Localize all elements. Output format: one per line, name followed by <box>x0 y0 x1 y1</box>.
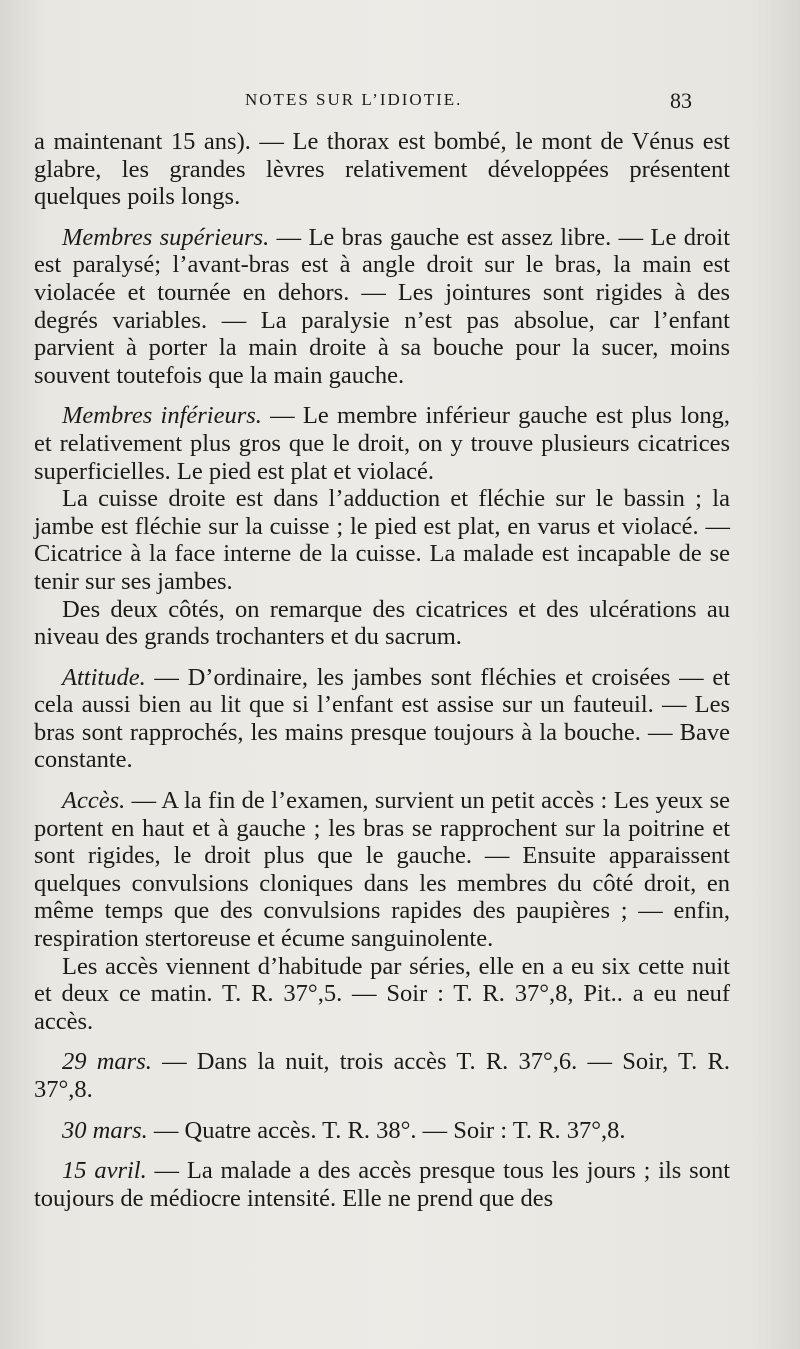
body-text <box>34 128 730 1212</box>
paragraph-text: — A la fin de l’examen, survient un petit accès : Les yeux se portent en haut et à gauche ; les bras se rapprochent sur la poitrine et sont rigides, le droit plus que le gauche. — Ensuite apparaissent quelques convulsions cloniques dans les membres du côté droit, en même temps que des convulsions rapides des paupières ; — enfin, respiration stertoreuse et écume sanguinolente. <box>34 787 730 953</box>
page-header <box>0 88 800 118</box>
paragraph-membres-superieurs <box>34 224 730 390</box>
page-number: 83 <box>670 88 692 113</box>
paragraph-30-mars <box>34 1117 730 1145</box>
paragraph-text: La cuisse droite est dans l’adduction et fléchie sur le bassin ; la jambe est fléchie sur la cuisse ; le pied est plat, en varus et violacé. — Cicatrice à la face interne de la cuisse. La malade est incapable de se tenir sur ses jambes. <box>34 485 730 595</box>
paragraph-text: Les accès viennent d’habitude par séries, elle en a eu six cette nuit et deux ce matin. T. R. 37°,5. — Soir : T. R. 37°,8, Pit.. a eu neuf accès. <box>34 952 730 1035</box>
paragraph-text: — Le bras gauche est assez libre. — Le droit est paralysé; l’avant-bras est à angle droit sur le bras, la main est violacée et tournée en dehors. — Les jointures sont rigides à des degrés variables. — La paralysie n’est pas absolue, car l’enfant parvient à porter la main droite à sa bouche pour la sucer, moins souvent toutefois que la main gauche. <box>34 223 730 389</box>
paragraph-text: — La malade a des accès presque tous les jours ; ils sont toujours de médiocre intensité. Elle ne prend que des <box>34 1157 730 1212</box>
paragraph-acces <box>34 787 730 953</box>
paragraph-series <box>34 953 730 1036</box>
paragraph-text: — Quatre accès. T. R. 38°. — Soir : T. R. 37°,8. <box>147 1116 626 1144</box>
date-heading: 15 avril. <box>62 1157 147 1185</box>
paragraph-text: — D’ordinaire, les jambes sont fléchies et croisées — et cela aussi bien au lit que si l’enfant est assise sur un fauteuil. — Les bras sont rapprochés, les mains presque toujours à la bouche. — Bave constante. <box>34 663 730 774</box>
paragraph-cuisse-droite <box>34 485 730 595</box>
paragraph-text: — Le membre inférieur gauche est plus long, et relativement plus gros que le droit, on y trouve plusieurs cicatrices superficielles. Le pied est plat et violacé. <box>34 402 730 485</box>
paragraph-membres-inferieurs <box>34 402 730 485</box>
paragraph-attitude <box>34 664 730 774</box>
paragraph-continuation <box>34 128 730 211</box>
running-head: NOTES SUR L’IDIOTIE. <box>245 90 463 109</box>
paragraph-deux-cotes <box>34 596 730 651</box>
paragraph-15-avril <box>34 1157 730 1212</box>
paragraph-text: — Dans la nuit, trois accès T. R. 37°,6. — Soir, T. R. 37°,8. <box>34 1048 730 1103</box>
section-heading: Membres inférieurs. <box>62 402 262 430</box>
section-heading: Membres supérieurs. <box>62 223 270 251</box>
paragraph-text: Des deux côtés, on remarque des cicatrices et des ulcérations au niveau des grands trochanters et du sacrum. <box>34 595 730 651</box>
date-heading: 29 mars. <box>62 1048 152 1076</box>
paragraph-text: a maintenant 15 ans). — Le thorax est bombé, le mont de Vénus est glabre, les grandes lèvres relativement développées présentent quelques poils longs. <box>34 128 730 211</box>
section-heading: Accès. <box>62 787 126 815</box>
section-heading: Attitude. <box>62 663 146 691</box>
date-heading: 30 mars. <box>62 1116 148 1144</box>
paragraph-29-mars <box>34 1048 730 1103</box>
